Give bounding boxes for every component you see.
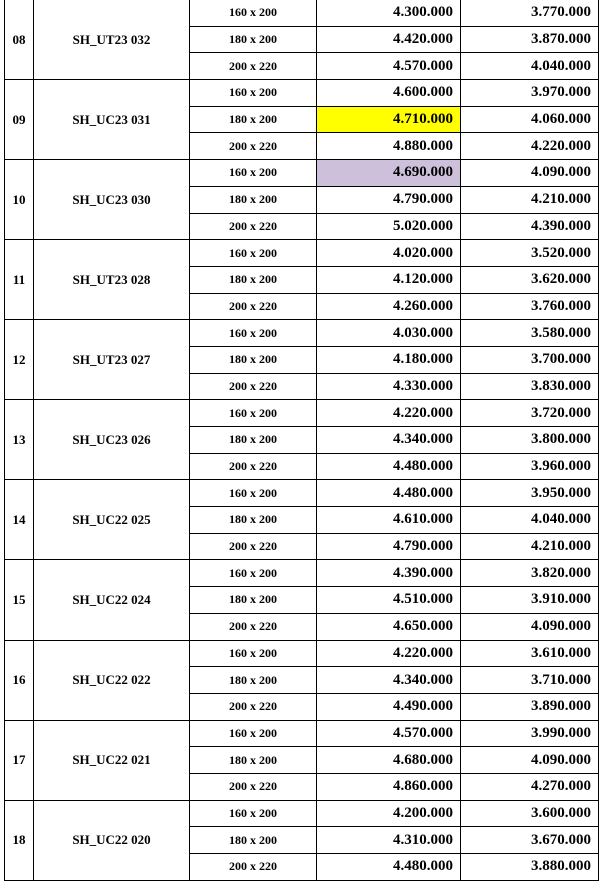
price-cell: 4.200.000 (317, 800, 461, 827)
discount-price-cell: 3.950.000 (461, 480, 599, 507)
size-cell: 160 x 200 (190, 400, 317, 427)
row-number-cell: 13 (5, 400, 34, 480)
size-cell: 180 x 200 (190, 106, 317, 133)
discount-price-cell: 3.700.000 (461, 346, 599, 373)
row-number-cell: 16 (5, 640, 34, 720)
price-cell: 4.030.000 (317, 320, 461, 347)
product-code-cell: SH_UT23 027 (34, 320, 190, 400)
price-cell: 5.020.000 (317, 213, 461, 240)
size-cell: 160 x 200 (190, 560, 317, 587)
size-cell: 180 x 200 (190, 186, 317, 213)
price-cell: 4.880.000 (317, 133, 461, 160)
size-cell: 160 x 200 (190, 720, 317, 747)
size-cell: 200 x 220 (190, 533, 317, 560)
discount-price-cell: 3.710.000 (461, 667, 599, 694)
table-row (5, 320, 599, 347)
price-cell: 4.480.000 (317, 854, 461, 881)
price-cell: 4.390.000 (317, 560, 461, 587)
discount-price-cell: 3.580.000 (461, 320, 599, 347)
size-cell: 180 x 200 (190, 827, 317, 854)
table-row (5, 480, 599, 507)
price-cell: 4.340.000 (317, 667, 461, 694)
product-code-cell: SH_UC22 021 (34, 720, 190, 800)
size-cell: 200 x 220 (190, 293, 317, 320)
discount-price-cell: 3.620.000 (461, 266, 599, 293)
size-cell: 200 x 220 (190, 53, 317, 80)
discount-price-cell: 4.090.000 (461, 613, 599, 640)
discount-price-cell: 4.090.000 (461, 160, 599, 187)
discount-price-cell: 3.610.000 (461, 640, 599, 667)
row-number-cell: 15 (5, 560, 34, 640)
price-cell: 4.310.000 (317, 827, 461, 854)
table-row (5, 240, 599, 267)
row-number-cell: 14 (5, 480, 34, 560)
size-cell: 200 x 220 (190, 453, 317, 480)
size-cell: 200 x 220 (190, 854, 317, 881)
price-cell: 4.680.000 (317, 747, 461, 774)
size-cell: 200 x 220 (190, 693, 317, 720)
row-number-cell: 17 (5, 720, 34, 800)
price-cell: 4.510.000 (317, 587, 461, 614)
table-row (5, 640, 599, 667)
price-cell: 4.480.000 (317, 480, 461, 507)
size-cell: 160 x 200 (190, 640, 317, 667)
size-cell: 180 x 200 (190, 667, 317, 694)
size-cell: 160 x 200 (190, 480, 317, 507)
price-cell: 4.570.000 (317, 720, 461, 747)
price-cell: 4.480.000 (317, 453, 461, 480)
product-code-cell: SH_UT23 028 (34, 240, 190, 320)
discount-price-cell: 3.720.000 (461, 400, 599, 427)
price-cell: 4.790.000 (317, 186, 461, 213)
discount-price-cell: 3.970.000 (461, 80, 599, 107)
product-code-cell: SH_UC22 024 (34, 560, 190, 640)
discount-price-cell: 3.870.000 (461, 26, 599, 53)
size-cell: 160 x 200 (190, 0, 317, 26)
price-cell: 4.180.000 (317, 346, 461, 373)
discount-price-cell: 3.880.000 (461, 854, 599, 881)
price-cell: 4.260.000 (317, 293, 461, 320)
discount-price-cell: 3.600.000 (461, 800, 599, 827)
table-row (5, 80, 599, 107)
discount-price-cell: 4.060.000 (461, 106, 599, 133)
product-code-cell: SH_UT23 032 (34, 0, 190, 80)
size-cell: 200 x 220 (190, 373, 317, 400)
product-code-cell: SH_UC23 030 (34, 160, 190, 240)
discount-price-cell: 3.760.000 (461, 293, 599, 320)
price-cell: 4.300.000 (317, 0, 461, 26)
size-cell: 160 x 200 (190, 80, 317, 107)
price-cell: 4.220.000 (317, 640, 461, 667)
size-cell: 180 x 200 (190, 587, 317, 614)
table-row (5, 800, 599, 827)
price-cell: 4.650.000 (317, 613, 461, 640)
discount-price-cell: 4.220.000 (461, 133, 599, 160)
price-cell: 4.420.000 (317, 26, 461, 53)
table-row (5, 400, 599, 427)
product-code-cell: SH_UC22 025 (34, 480, 190, 560)
size-cell: 160 x 200 (190, 240, 317, 267)
discount-price-cell: 3.770.000 (461, 0, 599, 26)
price-cell: 4.020.000 (317, 240, 461, 267)
price-cell: 4.790.000 (317, 533, 461, 560)
size-cell: 200 x 220 (190, 213, 317, 240)
price-cell: 4.220.000 (317, 400, 461, 427)
size-cell: 180 x 200 (190, 266, 317, 293)
discount-price-cell: 3.960.000 (461, 453, 599, 480)
row-number-cell: 09 (5, 80, 34, 160)
price-cell: 4.570.000 (317, 53, 461, 80)
discount-price-cell: 3.990.000 (461, 720, 599, 747)
price-table-body (5, 0, 599, 880)
table-row (5, 160, 599, 187)
product-code-cell: SH_UC23 031 (34, 80, 190, 160)
size-cell: 200 x 220 (190, 133, 317, 160)
row-number-cell: 11 (5, 240, 34, 320)
discount-price-cell: 3.670.000 (461, 827, 599, 854)
discount-price-cell: 4.270.000 (461, 773, 599, 800)
product-code-cell: SH_UC22 022 (34, 640, 190, 720)
product-code-cell: SH_UC23 026 (34, 400, 190, 480)
size-cell: 180 x 200 (190, 427, 317, 454)
size-cell: 200 x 220 (190, 613, 317, 640)
discount-price-cell: 3.520.000 (461, 240, 599, 267)
price-cell: 4.610.000 (317, 507, 461, 534)
row-number-cell: 10 (5, 160, 34, 240)
discount-price-cell: 3.890.000 (461, 693, 599, 720)
table-row (5, 0, 599, 26)
table-row (5, 560, 599, 587)
size-cell: 180 x 200 (190, 747, 317, 774)
discount-price-cell: 3.820.000 (461, 560, 599, 587)
size-cell: 180 x 200 (190, 346, 317, 373)
discount-price-cell: 4.210.000 (461, 533, 599, 560)
size-cell: 160 x 200 (190, 800, 317, 827)
discount-price-cell: 4.040.000 (461, 507, 599, 534)
price-table (4, 0, 599, 881)
price-cell: 4.860.000 (317, 773, 461, 800)
row-number-cell: 18 (5, 800, 34, 880)
discount-price-cell: 3.910.000 (461, 587, 599, 614)
price-cell: 4.710.000 (317, 106, 461, 133)
size-cell: 180 x 200 (190, 507, 317, 534)
size-cell: 160 x 200 (190, 320, 317, 347)
size-cell: 160 x 200 (190, 160, 317, 187)
size-cell: 200 x 220 (190, 773, 317, 800)
discount-price-cell: 3.800.000 (461, 427, 599, 454)
product-code-cell: SH_UC22 020 (34, 800, 190, 880)
discount-price-cell: 3.830.000 (461, 373, 599, 400)
price-cell: 4.340.000 (317, 427, 461, 454)
price-cell: 4.120.000 (317, 266, 461, 293)
table-row (5, 720, 599, 747)
price-cell: 4.330.000 (317, 373, 461, 400)
discount-price-cell: 4.210.000 (461, 186, 599, 213)
discount-price-cell: 4.040.000 (461, 53, 599, 80)
price-cell: 4.490.000 (317, 693, 461, 720)
price-cell: 4.690.000 (317, 160, 461, 187)
discount-price-cell: 4.090.000 (461, 747, 599, 774)
discount-price-cell: 4.390.000 (461, 213, 599, 240)
price-cell: 4.600.000 (317, 80, 461, 107)
row-number-cell: 12 (5, 320, 34, 400)
size-cell: 180 x 200 (190, 26, 317, 53)
row-number-cell: 08 (5, 0, 34, 80)
